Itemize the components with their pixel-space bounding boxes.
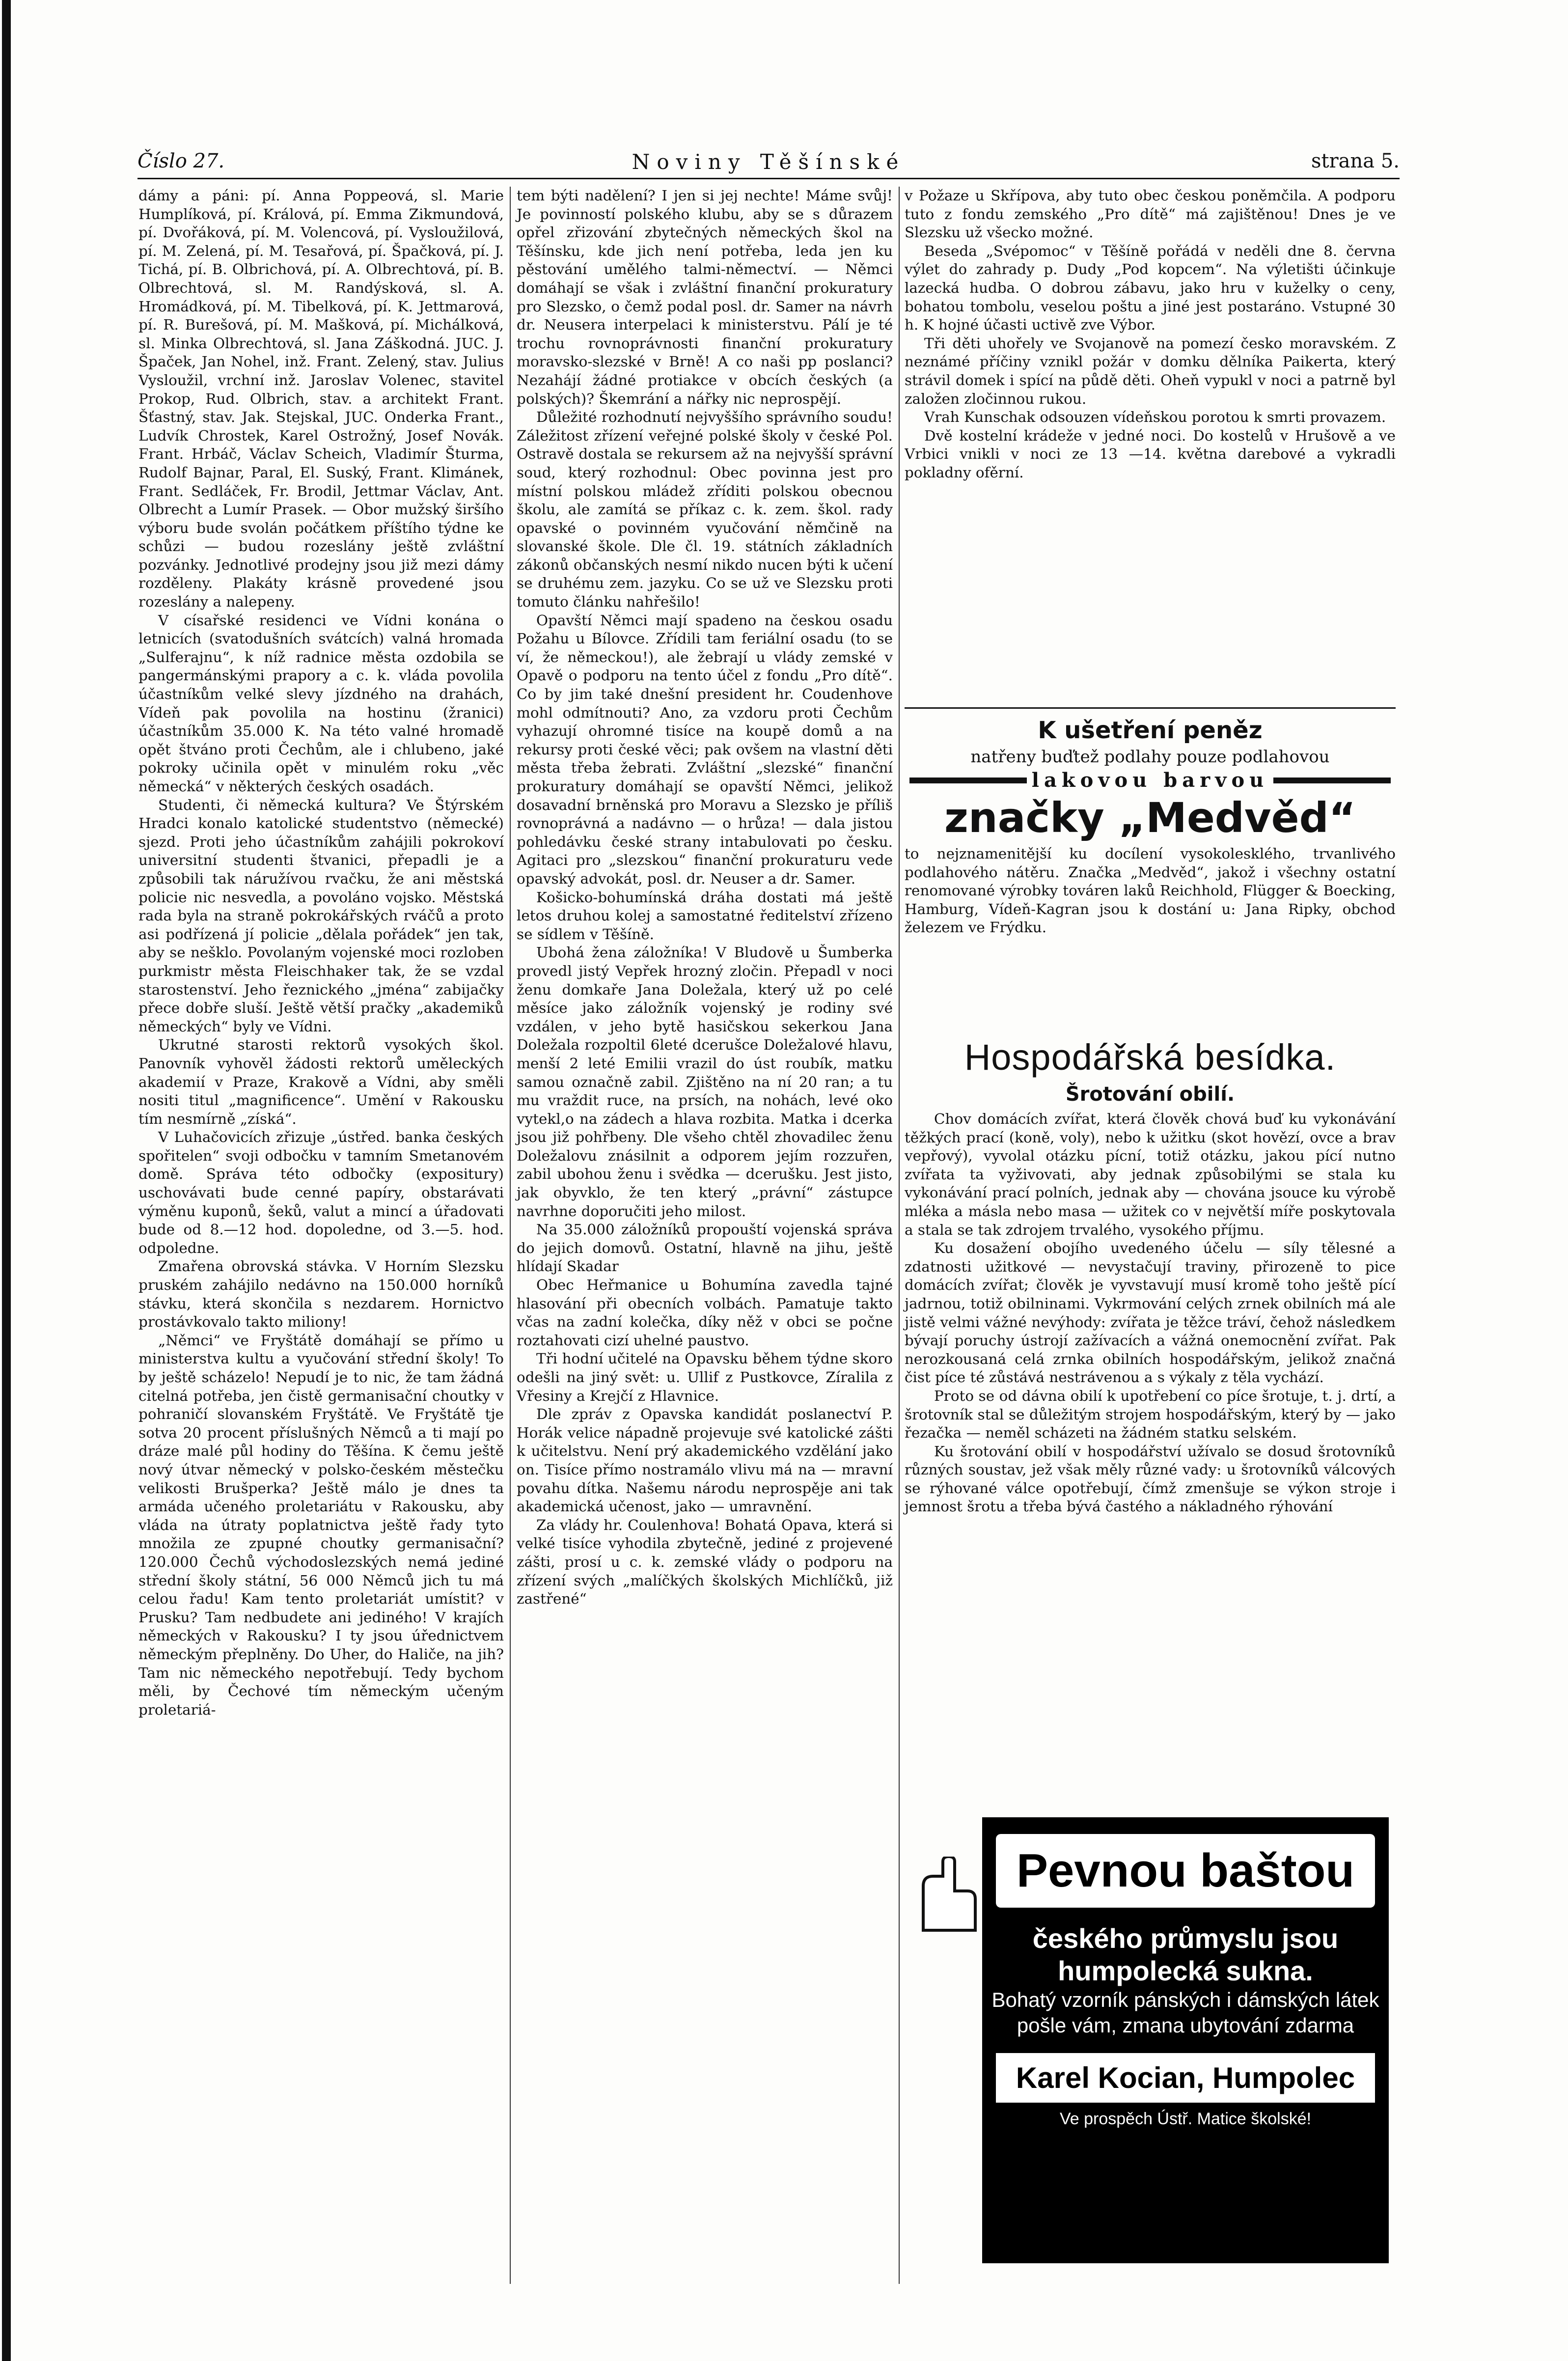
kocian-line: humpolecká sukna. [1058,1955,1313,1986]
article-paragraph: tem býti nadělení? I jen si jej nechte! Máme svůj! Je povinností polského klubu, aby se s důrazem opřel zřizování zbytečných německých škol na Těšínsku, kde jich není potřeba, leda jen ku pěstování umělého talmi-němectví. — Němci domáhají se však i zvláštní finanční prokuratury pro Slezsko, o čemž podal posl. dr. Samer na návrh dr. Neusera interpelaci k ministerstvu. Pálí je té trochu rovnoprávnosti finanční prokuratury moravsko-slezské v Brně! A co naši pp poslanci? Nezahájí žádné protiakce v obcích českých (a polských)? Škemrání a nářky nic neprospějí. [517,187,893,407]
kocian-footer: Ve prospěch Ústř. Matice školské! [1059,2110,1312,2128]
section-hospodarska-besidka [905,1036,1396,1106]
kocian-line: Bohatý vzorník pánských i dámských látek pošle vám, zmana ubytování zdarma [991,1988,1379,2037]
ad-lak-text: lakovou barvou [1031,769,1269,792]
article-paragraph: v Požaze u Skřípova, aby tuto obec českou poněmčila. A podporu tuto z fondu zemského „Pro dítě“ má zajištěnou! Dnes je ve Slezsku už všecko možné. [905,187,1396,241]
decor-bar [1273,778,1391,783]
header-rule [138,178,1400,179]
advertisement-medved [905,707,1396,937]
newspaper-title: Noviny Těšínské [632,150,906,174]
article-paragraph: Ku šrotování obilí v hospodářství užívalo se dosud šrotovníků různých soustav, jež však měly různé vady: u šrotovníků válcových se rýhované válce opotřebují, čímž zmenšuje se výkon stroje i jemnost šrotu a třeba bývá častého a nákladného rýhování [905,1443,1396,1515]
article-paragraph: Dle zpráv z Opavska kandidát poslanectví P. Horák velice nápadně projevuje své katolické zášti k učitelstvu. Není prý akademického vzdělání jako on. Tisíce přímo nostramálo vlivu má na — mravní povahu dítka. Našemu národu neprospěje ani tak akademická učenost, jako — umravnění. [517,1406,893,1515]
page-header [138,150,1400,174]
article-paragraph: Košicko-bohumínská dráha dostati má ještě letos druhou kolej a samostatné ředitelství zřízeno se sídlem v Těšíně. [517,889,893,943]
article-paragraph: „Němci“ ve Fryštátě domáhají se přímo u ministerstva kultu a vyučování střední školy! To by ještě scházelo! Nepudí je to nic, že tam žádná citelná potřeba, jen čistě germanisační choutky v pohraničí slovanském Fryštátě. Ve Fryštátě tje sotva 20 procent příslušných Němců a ti mají po dráze malé půl hodiny do Těšína. K čemu ještě nový útvar německý v polsko-českém městečku velikosti Brušperka? Ještě málo je dnes ta armáda učeného proletariátu v Rakousku, aby vláda na útraty poplatnictva ještě řady tyto množila ze zpupné choutky germanisační? 120.000 Čechů východoslezských nemá jediné střední školy státní, 56 000 Němců jich tu má celou řadu! Kam tento proletariát umístit? v Prusku? Tam nedbudete ani jediného! V krajích německých v Rakousku? I ty jsou úřednictvem německým přeplněny. Do Uher, do Haliče, na jih? Tam nic německého nepotřebují. Tedy bychom měli, by Čechové tím německým učeným proletariá- [138,1332,504,1718]
column-1 [138,187,504,1719]
article-paragraph: Ubohá žena záložníka! V Bludově u Šumberka provedl jistý Vepřek hrozný zločin. Přepadl v noci ženu domkaře Jana Doležala, který už po celé měsíce jako záložník vojenský je rodiny své vzdálen, v jeho bytě hasičskou sekerkou Jana Doležala rozpoltil 6leté dcerušce Doležalové hlavu, menší 2 leté Emilii vrazil do úst roubík, matku samou označně zabil. Zjištěno na ní 20 ran; a tu mu vraždit ruce, na prsích, na nohách, levé oko vytekl,o na zádech a hlava rozbita. Matka i dcerka jsou již pohřbeny. Dle všeho chtěl zhovadilec ženu Doležalovu znásilnit a odporem jejím rozzuřen, zabil ubohou ženu i svědka — dcerušku. Jest jisto, jak obyvklo, že ten který „právní“ zástupce navrhne doporučiti jeho milost. [517,944,893,1220]
article-paragraph: Na 35.000 záložníků propouští vojenská správa do jejich domovů. Ostatní, hlavně na jihu, ještě hlídají Skadar [517,1221,893,1275]
article-paragraph: Tři hodní učitelé na Opavsku během týdne skoro odešli na jiný svět: u. Ullif z Pustkovce, Zíralila z Vřesiny a Krejčí z Hlavnice. [517,1350,893,1404]
article-paragraph: dámy a páni: pí. Anna Poppeová, sl. Marie Humplíková, pí. Králová, pí. Emma Zikmundová, pí. Dvořáková, pí. M. Volencová, pí. Vysloužilová, pí. M. Zelená, pí. M. Tesařová, pí. Špačková, pí. J. Tichá, pí. B. Olbrichová, pí. A. Olbrechtová, pí. B. Olbrechtová, sl. M. Randýsková, sl. A. Hromádková, pí. M. Tibelková, pí. K. Jettmarová, pí. R. Burešová, pí. M. Mašková, pí. Michálková, sl. Minka Olbrechtová, sl. Jana Záškodná. JUC. J. Špaček, Jan Nohel, inž. Frant. Zelený, stav. Julius Vysloužil, vrchní inž. Jaroslav Volenec, stavitel Prokop, Rud. Olbrich, stav. a architekt Frant. Šťastný, stav. Jak. Stejskal, JUC. Onderka Frant., Ludvík Chrostek, Karel Ostrožný, Josef Novák. Frant. Hrbáč, Václav Scheich, Vladimír Šturma, Rudolf Bajnar, Paral, El. Suský, Frant. Klimánek, Frant. Sedláček, Fr. Brodil, Jettmar Václav, Ant. Olbrecht a Lumír Prasek. — Obor mužský širšího výboru bude svolán počátkem příštího týdne ke schůzi — budou rozeslány ještě zvláštní pozvánky. Jednotlivé prodejny jsou již mezi dámy rozděleny. Plakáty krásně provedené jsou rozeslány a nalepeny. [138,187,504,611]
article-paragraph: Tři děti uhořely ve Svojanově na pomezí česko moravském. Z neznámé příčiny vznikl požár v domku dělníka Paikerta, který strávil domek i spící na půdě děti. Oheň vypukl v noci a patrně byl založen zločinnou rukou. [905,334,1396,407]
ad-brand: značky „Medvěd“ [944,794,1356,842]
ad-title: K ušetření peněz [1038,717,1263,744]
article-paragraph: Ukrutné starosti rektorů vysokých škol. Panovník vyhověl žádosti rektorů uměleckých akademií v Praze, Krakově a Vídni, aby směli nositi titul „magnificence“. Umění v Rakousku tím nesmírně „získá“. [138,1036,504,1127]
kocian-header: Pevnou baštou [996,1834,1375,1908]
decor-bar [909,778,1027,783]
scan-edge [2,0,11,2361]
article-paragraph: Proto se od dávna obilí k upotřebení co píce šrotuje, t. j. drtí, a šrotovník stal se důležitým strojem hospodářským, který by — jako řezačka — neměl scházeti na žádném statku selském. [905,1387,1396,1442]
kocian-line: českého průmyslu jsou [1032,1923,1339,1954]
article-paragraph: Beseda „Svépomoc“ v Těšíně pořádá v neděli dne 8. června výlet do zahrady p. Dudy „Pod kopcem“. Na výletišti účinkuje lazecká hudba. O dobrou zábavu, jako hru v kuželky o ceny, bohatou tombolu, veselou poštu a jiné jest postaráno. Vstupné 30 h. K hojné účasti uctivě zve Výbor. [905,242,1396,333]
article-paragraph: Opavští Němci mají spadeno na českou osadu Požahu u Bílovce. Zřídili tam feriální osadu (to se ví, že německou!), ale žebrají u vlády zemské v Opavě o podporu na tento účel z fondu „Pro dítě“. Co by jim také dnešní president hr. Coudenhove mohl odmítnouti? Ano, za vzdoru proti Čechům vyhazují ohromné tisíce na koupě domů a na rekursy proti české věci; pak ovšem na vlastní děti města třeba žebrati. Zvláštní „slezské“ finanční prokuratury domáhají se opavští Němci, jelikož dosavadní brněnská pro Moravu a Slezsko je příliš rovnoprávná a nadávno — o hrůza! — dala jistou pohledávku české strany intabulovati po česku. Agitaci pro „slezskou“ finanční prokuraturu vede opavský advokát, posl. dr. Neuser a dr. Samer. [517,611,893,887]
ad-line: natřeny buďtež podlahy pouze podlahovou [970,747,1330,767]
section-subtitle: Šrotování obilí. [1065,1083,1235,1106]
column-divider [510,187,511,2284]
article-paragraph: Dvě kostelní krádeže v jedné noci. Do kostelů v Hrušově a ve Vrbici vnikli v noci ze 13 —14. května darebové a vykradli pokladny ofěrní. [905,427,1396,481]
column-2 [517,187,893,1609]
advertisement-kocian [982,1817,1389,2263]
article-srotovani [905,1110,1396,1516]
article-paragraph: Důležité rozhodnutí nejvyššího správního soudu! Záležitost zřízení veřejné polské školy v české Pol. Ostravě dostala se rekursem až na nejvyšší správní soud, který rozhodnul: Obec povinna jest pro místní polskou mládež zříditi polskou obecnou školu, ale zamítá se příkaz c. k. zem. škol. rady opavské o povinném vyučování němčině na slovanské škole. Dle čl. 19. státních základních zákonů občanských nesmí nikdo nucen býti k učení se druhému zem. jazyku. Co se už ve Slezsku proti tomuto článku nahřešilo! [517,409,893,611]
ad-body: to nejznamenitější ku docílení vysokolesklého, trvanlivého podlahového nátěru. Značka „Medvěd“, jakož i všechny ostatní renomované výrobky továren laků Reichhold, Flügger & Boecking, Hamburg, Vídeň-Kagran jsou k dostání u: Jana Ripky, obchod železem ve Frýdku. [905,845,1396,936]
article-paragraph: Vrah Kunschak odsouzen vídeňskou porotou k smrti provazem. [924,409,1386,426]
article-paragraph: Ku dosažení obojího uvedeného účelu — síly tělesné a zdatnosti užitkové — nevystačují traviny, přirozeně to pice domácích zvířat; člověk je vyvstavují musí kromě toho ještě pící jadrnou, totiž obilninami. Vykrmování celých zrnek obilních má ale jistě velmi vážné nevýhody: zvířata je těžce tráví, čehož následkem bývají poruchy ústrojí zažívacích a vážná onemocnění zvířat. Pak nerozkousaná celá zrnka obilních hospodářským, jelikož značná čist píce té zůstává nestrávenou a s výkaly z těla vychází. [905,1240,1396,1386]
article-paragraph: V Luhačovicích zřizuje „ústřed. banka českých spořitelen“ svoji odbočku v tamním Smetanovém domě. Správa této odbočky (expositury) uschovávati bude cenné papíry, obstarávati výměnu kuponů, šeků, valut a mincí a úřadovati bude od 8.—12 hod. dopoledne, od 3.—5. hod. odpoledne. [138,1129,504,1256]
column-3 [905,187,1396,702]
column-divider [899,187,900,2284]
kocian-firm: Karel Kocian, Humpolec [996,2053,1375,2103]
article-paragraph: Obec Heřmanice u Bohumína zavedla tajné hlasování při obecních volbách. Pamatuje takto včas na zadní kolečka, díky něž v obci se počne roztahovati cizí uhelné paustvo. [517,1277,893,1349]
article-paragraph: Studenti, či německá kultura? Ve Štýrském Hradci konalo katolické studentstvo (německé) sjezd. Proti jeho účastníkům zahájili pokrokoví universitní studenti štvanici, přepadli je a způsobili tak náružívou rvačku, že ani městská policie nic nesvedla, a povoláno vojsko. Městská rada byla na straně pokrokářských rváčů a proto asi podřízená jí policie „dělala pořádek“ jen tak, aby se nešklo. Povolaným vojenské moci rozloben purkmistr města Fleischhaker tak, že se vzdal starostenství. Jeho řeznického „jména“ zabijačky přece dobře sluší. Ještě větší pračky „akademiků německých“ byly ve Vídni. [138,796,504,1035]
pointing-hand-icon [913,1857,977,1937]
article-paragraph: V císařské residenci ve Vídni konána o letnicích (svatodušních svátcích) valná hromada „Sulferajnu“, k níž radnice města ozdobila se pangermánskými prapory a c. k. vláda povolila účastníkům velké slevy jízdného na drahách, Vídeň pak povolila na hostinu (žranici) účastníkům 35.000 K. Na této valné hromadě opět štváno proti Čechům, ale i chlubeno, jaké pokroky učinila opět v minulém roku „věc německá“ v některých českých osadách. [138,611,504,795]
article-paragraph: Zmařena obrovská stávka. V Horním Slezsku pruském zahájilo nedávno na 150.000 horníků stávku, která skončila s nezdarem. Hornictvo prostávkovalo takto miliony! [138,1258,504,1331]
section-title: Hospodářská besídka. [964,1037,1336,1078]
article-paragraph: Chov domácích zvířat, která člověk chová buď ku vykonávání těžkých prací (koně, voly), nebo k užitku (skot hovězí, ovce a brav vepřový), vyvolal otázku pícní, totiž otázku, jakou pící nutno zvířata ta vyživovati, aby jednak způsobilými se stala ku vykonávání prací polních, jednak aby — chována jsouce ku výrobě mléka a másla nebo masa — užitek co v největší míře poskytovala a stala se tak zdrojem trvalého, vysokého příjmu. [905,1111,1396,1238]
kocian-text [984,1922,1387,2038]
page-number: strana 5. [1311,150,1400,172]
article-paragraph: Za vlády hr. Coulenhova! Bohatá Opava, která si velké tisíce vyhodila zbytečně, jediné z projevené zášti, prosí u c. k. zemské vlády o podporu na zřízení svých „malíčkých školských Michlíčků, již zastřené“ [517,1516,893,1608]
issue-number: Číslo 27. [138,150,225,172]
ad-lak-line [905,769,1396,792]
